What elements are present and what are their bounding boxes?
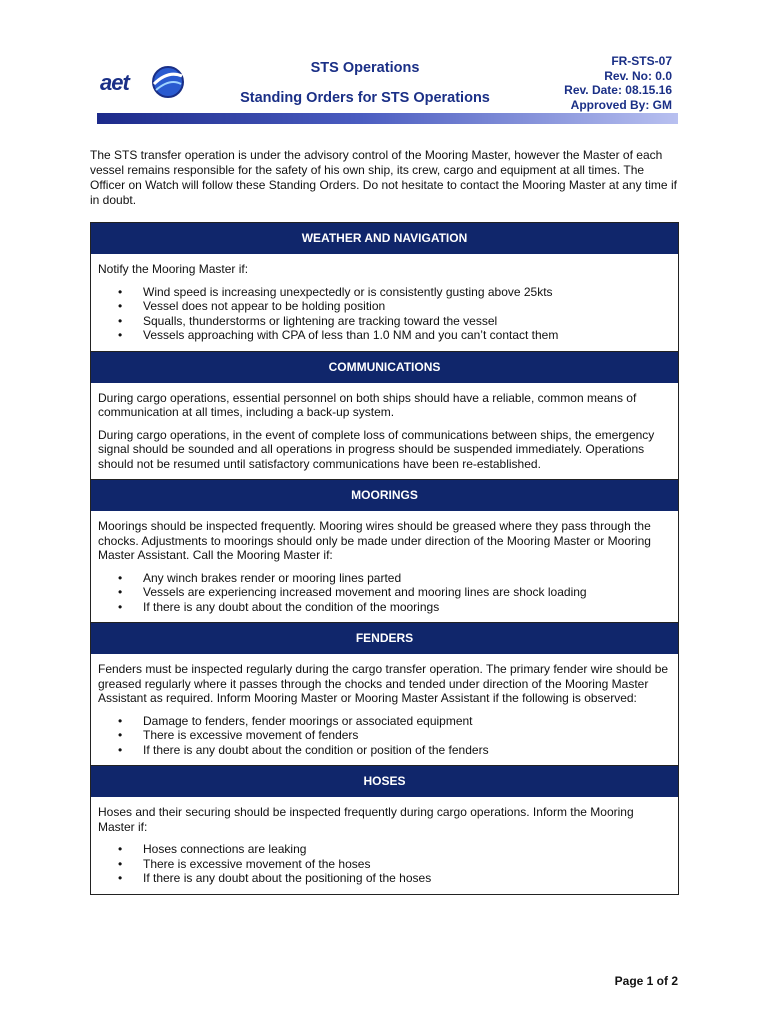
intro-paragraph: The STS transfer operation is under the advisory control of the Mooring Master, however the Master of each vessel remains responsible for the safety of his own ship, its crew, cargo and equipment at all times. The Officer on Watch will follow these Standing Orders. Do not hesitate to contact the Mooring Master at any time if in doubt. — [90, 148, 677, 207]
logo-wordmark: aet — [100, 70, 129, 95]
bullet-item: • Vessels are experiencing increased movement and mooring lines are shock loading — [143, 585, 671, 600]
bullet-item: • Vessels approaching with CPA of less than 1.0 NM and you can’t contact them — [143, 328, 671, 343]
bullet-item: • Damage to fenders, fender moorings or associated equipment — [143, 714, 671, 729]
page-number: Page 1 of 2 — [614, 974, 678, 988]
document-meta — [564, 54, 672, 112]
section-heading-weather-and-navigation: WEATHER AND NAVIGATION — [91, 223, 678, 254]
section-body-hoses — [91, 797, 678, 894]
bullet-list — [98, 285, 671, 343]
bullet-item: • If there is any doubt about the condition of the moorings — [143, 600, 671, 615]
bullet-list — [98, 842, 671, 886]
section-heading-hoses: HOSES — [91, 765, 678, 797]
standing-orders-table — [90, 222, 679, 895]
section-heading-communications: COMMUNICATIONS — [91, 351, 678, 383]
section-paragraph: Moorings should be inspected frequently. Mooring wires should be greased where they pass through the chocks. Adjustments to moorings should only be made under direction of the Mooring Master or Mooring Master Assistant. Call the Mooring Master if: — [98, 519, 651, 562]
approved-by: Approved By: GM — [570, 97, 672, 112]
section-body-weather-and-navigation — [91, 254, 678, 351]
section-heading-fenders: FENDERS — [91, 622, 678, 654]
document-title: STS Operations — [310, 60, 420, 76]
revision-date: Rev. Date: 08.15.16 — [564, 83, 672, 97]
section-paragraph: Notify the Mooring Master if: — [98, 262, 249, 276]
bullet-item: • Any winch brakes render or mooring lines parted — [143, 571, 671, 586]
section-paragraph: Fenders must be inspected regularly during the cargo transfer operation. The primary fender wire should be greased regularly where it passes through the chocks and tended under direction of the Mooring Master Assistant as required. Inform Mooring Master or Mooring Master Assistant if the following is observed: — [98, 662, 669, 705]
bullet-item: • Vessel does not appear to be holding position — [143, 299, 671, 314]
revision-number: Rev. No: 0.0 — [604, 68, 672, 83]
section-body-fenders — [91, 654, 678, 765]
bullet-item: • If there is any doubt about the condition or position of the fenders — [143, 743, 671, 758]
doc-code: FR-STS-07 — [611, 54, 672, 68]
section-paragraph: During cargo operations, in the event of complete loss of communications between ships, the emergency signal should be sounded and all operations in progress should be suspended immediately. Operations should not be resumed until satisfactory communications have been re-established. — [98, 427, 655, 471]
globe-logo-icon — [148, 64, 188, 100]
bullet-item: • There is excessive movement of the hoses — [143, 857, 671, 872]
bullet-item: • There is excessive movement of fenders — [143, 728, 671, 743]
section-paragraph: During cargo operations, essential personnel on both ships should have a reliable, common means of communication at all times, including a back-up system. — [98, 390, 637, 419]
section-paragraph: Hoses and their securing should be inspected frequently during cargo operations. Inform the Mooring Master if: — [98, 805, 634, 834]
section-body-moorings — [91, 511, 678, 622]
document-subtitle: Standing Orders for STS Operations — [240, 90, 490, 106]
bullet-item: • Squalls, thunderstorms or lightening are tracking toward the vessel — [143, 314, 671, 329]
section-heading-moorings: MOORINGS — [91, 479, 678, 511]
bullet-item: • If there is any doubt about the positioning of the hoses — [143, 871, 671, 886]
section-body-communications — [91, 383, 678, 480]
header-divider-bar — [97, 113, 678, 124]
bullet-list — [98, 571, 671, 615]
bullet-item: • Hoses connections are leaking — [143, 842, 671, 857]
bullet-list — [98, 714, 671, 758]
company-logo — [100, 64, 190, 104]
bullet-item: • Wind speed is increasing unexpectedly or is consistently gusting above 25kts — [143, 285, 671, 300]
